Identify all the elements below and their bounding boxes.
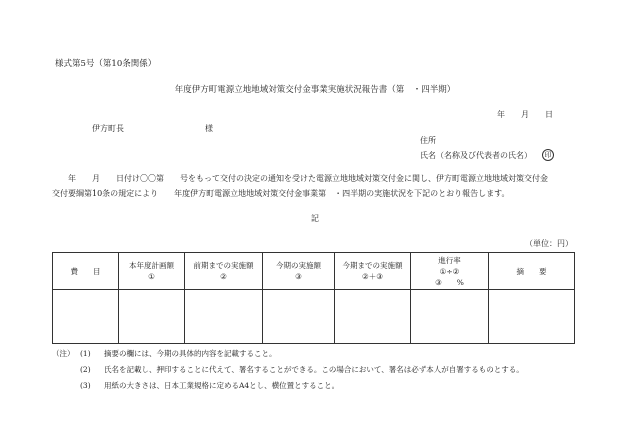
page-title: 年度伊方町電源立地地域対策交付金事業実施状況報告書（第 ・四半期） [174, 85, 456, 95]
table-row [53, 290, 575, 344]
header-subtext: ②＋③ [362, 272, 383, 281]
note-2 [52, 366, 524, 374]
seal-icon: 印 [542, 149, 554, 161]
address-label: 住所 [420, 136, 436, 145]
note-tag: （注） [52, 349, 75, 358]
note-text: 摘要の欄には、今期の具体的内容を記載すること。 [104, 349, 277, 358]
table-cell[interactable] [489, 290, 575, 344]
table-cell[interactable] [119, 290, 185, 344]
table-cell[interactable] [335, 290, 411, 344]
header-text: 費 目 [70, 266, 101, 276]
header-cell-cumulative [335, 253, 411, 290]
table-cell[interactable] [263, 290, 335, 344]
header-cell-prior [185, 253, 263, 290]
header-cell-remarks [489, 253, 575, 290]
header-subtext: ② [220, 272, 227, 281]
date-year: 年 [497, 110, 505, 119]
ki-heading: 記 [311, 214, 319, 223]
note-text: 氏名を記載し、押印することに代えて、署名することができる。この場合において、署名は必ず本人が自署するものとする。 [104, 365, 524, 374]
table-cell[interactable] [411, 290, 489, 344]
note-text: 用紙の大きさは、日本工業規格に定めるA4とし、横位置とすること。 [104, 381, 340, 390]
note-1 [52, 350, 277, 358]
table-cell[interactable] [185, 290, 263, 344]
header-cell-planned [119, 253, 185, 290]
header-text: 今期の実施額 [276, 261, 321, 270]
unit-label: （単位：円） [525, 239, 573, 248]
form-number: 様式第5号（第10条関係） [55, 59, 157, 69]
date-day: 日 [545, 110, 553, 119]
note-number: (2) [80, 365, 91, 374]
header-text: 摘 要 [516, 266, 547, 276]
addressee-honorific: 様 [205, 124, 213, 133]
body-text-line2: 交付要綱第10条の規定により 年度伊方町電源立地地域対策交付金事業第 ・四半期の実施状況を下記のとおり報告します。 [52, 189, 510, 198]
note-number: (1) [80, 349, 91, 358]
report-table [52, 252, 575, 344]
header-subtext: ③ [295, 272, 302, 281]
header-text: 本年度計画額 [129, 261, 174, 270]
header-cell-current [263, 253, 335, 290]
header-cell-expense [53, 253, 119, 290]
body-text-line1: 年 月 日付け〇〇第 号をもって交付の決定の通知を受けた電源立地地域対策交付金に関し、伊方町電源立地地域対策交付金 [68, 174, 548, 183]
header-subtext: ① [148, 272, 155, 281]
header-subtext: ③ % [435, 277, 464, 287]
header-text: 今期までの実施額 [342, 261, 403, 270]
header-subtext: ①÷② [439, 266, 460, 276]
header-text: 前期までの実施額 [193, 261, 254, 270]
note-3 [52, 382, 339, 390]
table-cell[interactable] [53, 290, 119, 344]
header-text: 進行率 [438, 255, 461, 265]
table-header-row [53, 253, 575, 290]
note-number: (3) [80, 381, 91, 390]
header-cell-progress [411, 253, 489, 290]
addressee-name: 伊方町長 [92, 124, 124, 133]
applicant-name-label: 氏名（名称及び代表者の氏名） [420, 151, 532, 160]
date-month: 月 [521, 110, 529, 119]
